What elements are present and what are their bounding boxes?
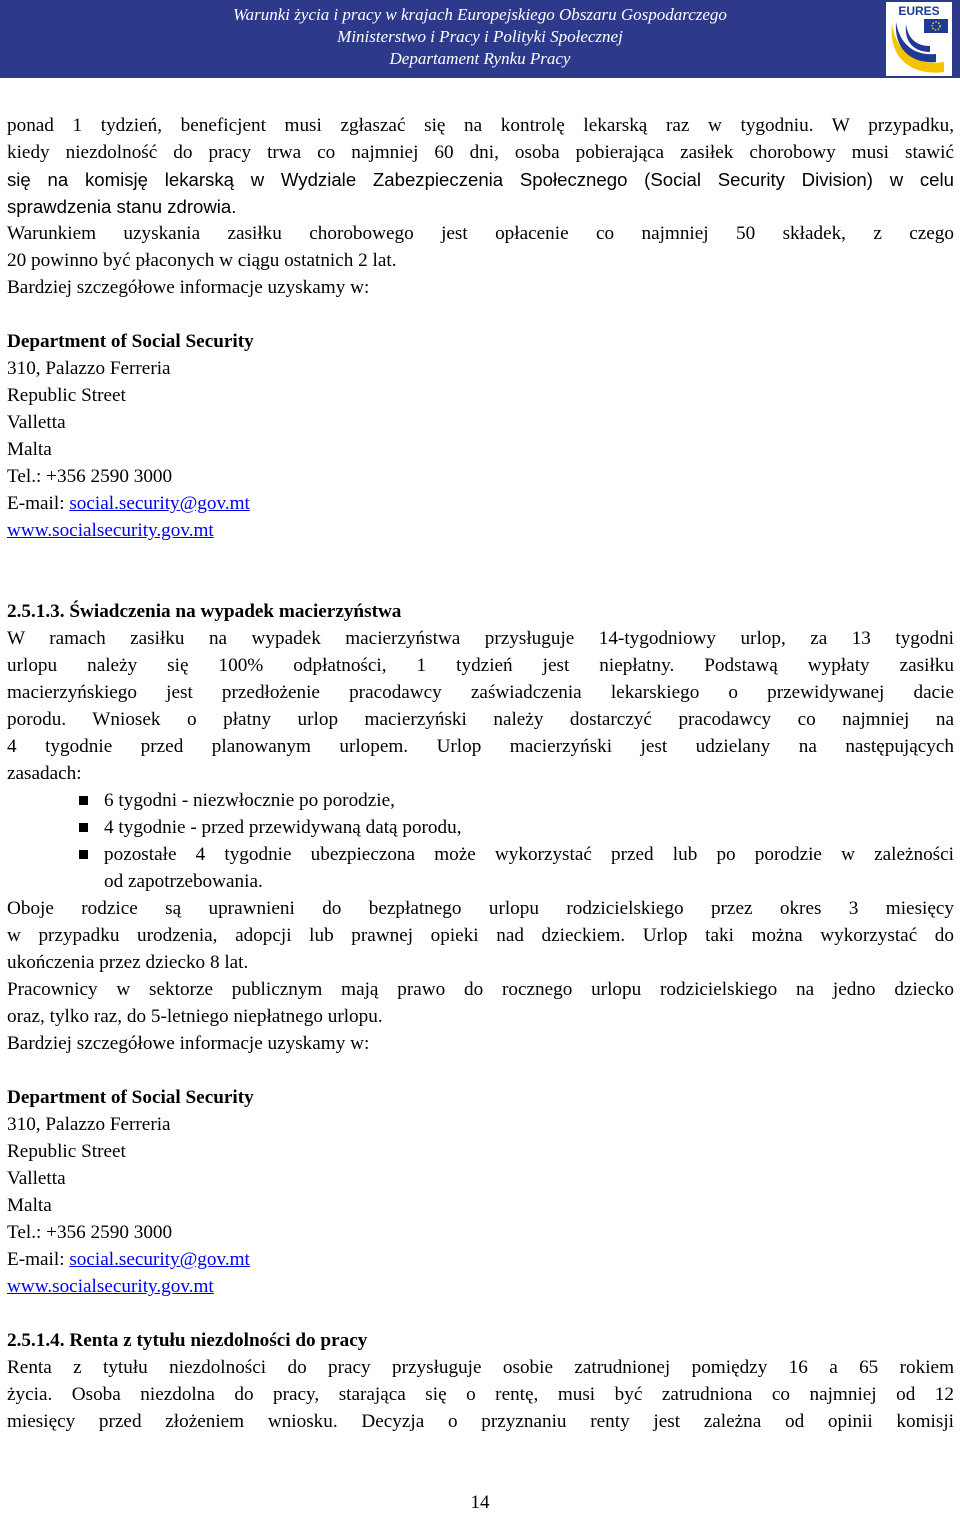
list-item <box>79 841 954 895</box>
text-line: życia. Osoba niezdolna do pracy, starająca się o rentę, musi być zatrudniona co najmniej od 12 <box>7 1384 954 1405</box>
page-header <box>0 0 960 78</box>
paragraph-sick-control <box>7 112 954 220</box>
text-line: w przypadku urodzenia, adopcji lub prawnej opieki nad dzieckiem. Urlop taki można wykorzystać do <box>7 925 954 946</box>
contact-block <box>7 1084 954 1300</box>
contact-country: Malta <box>7 1195 52 1216</box>
text-line: miesięcy przed złożeniem wniosku. Decyzja o przyznaniu renty jest zależna od opinii komisji <box>7 1411 954 1432</box>
document-body <box>7 112 954 1435</box>
maternity-rules-list <box>7 787 954 895</box>
text-line: W ramach zasiłku na wypadek macierzyństwa przysługuje 14-tygodniowy urlop, za 13 tygodni <box>7 628 954 649</box>
contact-country: Malta <box>7 439 52 460</box>
header-line-1: Warunki życia i pracy w krajach Europejskiego Obszaru Gospodarczego <box>233 5 727 24</box>
text-line: się na komisję lekarską w Wydziale Zabezpieczenia Społecznego (Social Security Division) w celu <box>7 169 954 190</box>
text-line: 4 tygodnie przed planowanym urlopem. Urlop macierzyński jest udzielany na następujących <box>7 736 954 757</box>
text-line: ponad 1 tydzień, beneficjent musi zgłaszać się na kontrolę lekarską raz w tygodniu. W przypadku, <box>7 115 954 136</box>
text-line: Oboje rodzice są uprawnieni do bezpłatnego urlopu rodzicielskiego przez okres 3 miesięcy <box>7 898 954 919</box>
header-line-3: Departament Rynku Pracy <box>389 49 571 68</box>
contact-tel: Tel.: +356 2590 3000 <box>7 1222 173 1243</box>
paragraph-public-sector <box>7 976 954 1030</box>
contact-street: 310, Palazzo Ferreria <box>7 1114 171 1135</box>
text-line: porodu. Wniosek o płatny urlop macierzyński należy dostarczyć pracodawcy co najmniej na <box>7 709 954 730</box>
contact-name: Department of Social Security <box>7 331 254 352</box>
text-line: urlopu należy się 100% odpłatności, 1 tydzień jest niepłatny. Podstawą wypłaty zasiłku <box>7 655 954 676</box>
text-line: kiedy niezdolność do pracy trwa co najmniej 60 dni, osoba pobierająca zasiłek chorobowy musi stawić <box>7 142 954 163</box>
section-heading-2514: 2.5.1.4. Renta z tytułu niezdolności do pracy <box>7 1330 368 1351</box>
contact-block <box>7 328 954 544</box>
header-line-2: Ministerstwo i Pracy i Polityki Społecznej <box>337 27 623 46</box>
email-label: E-mail: <box>7 1249 70 1270</box>
more-info-label: Bardziej szczegółowe informacje uzyskamy w: <box>7 277 370 298</box>
text-line: sprawdzenia stanu zdrowia. <box>7 196 237 217</box>
text-line: od zapotrzebowania. <box>104 871 263 892</box>
eures-logo-icon <box>886 2 952 76</box>
paragraph-parental-leave <box>7 895 954 976</box>
contact-email-row <box>7 490 954 517</box>
text-line: zasadach: <box>7 763 82 784</box>
email-label: E-mail: <box>7 493 70 514</box>
website-link[interactable]: www.socialsecurity.gov.mt <box>7 1276 214 1297</box>
paragraph-conditions <box>7 220 954 274</box>
contact-city: Valletta <box>7 1168 66 1189</box>
text-line: Pracownicy w sektorze publicznym mają prawo do rocznego urlopu rodzicielskiego na jedno dziecko <box>7 979 954 1000</box>
text-line: macierzyńskiego jest przedłożenie pracodawcy zaświadczenia lekarskiego o przewidywanej dacie <box>7 682 954 703</box>
text-line: pozostałe 4 tygodnie ubezpieczona może wykorzystać przed lub po porodzie w zależności <box>104 844 954 865</box>
page-number: 14 <box>470 1492 490 1513</box>
contact-street: 310, Palazzo Ferreria <box>7 358 171 379</box>
contact-tel: Tel.: +356 2590 3000 <box>7 466 173 487</box>
text-line: Renta z tytułu niezdolności do pracy przysługuje osobie zatrudnionej pomiędzy 16 a 65 rokiem <box>7 1357 954 1378</box>
contact-street-2: Republic Street <box>7 385 126 406</box>
text-line: oraz, tylko raz, do 5-letniego niepłatnego urlopu. <box>7 1006 383 1027</box>
paragraph-maternity <box>7 625 954 787</box>
text-line: 20 powinno być płaconych w ciągu ostatnich 2 lat. <box>7 250 397 271</box>
logo-text: EURES <box>898 4 940 18</box>
paragraph-disability-pension <box>7 1354 954 1435</box>
list-item: 6 tygodni - niezwłocznie po porodzie, <box>79 787 954 814</box>
contact-street-2: Republic Street <box>7 1141 126 1162</box>
contact-name: Department of Social Security <box>7 1087 254 1108</box>
more-info-label: Bardziej szczegółowe informacje uzyskamy w: <box>7 1033 370 1054</box>
text-line: ukończenia przez dziecko 8 lat. <box>7 952 249 973</box>
email-link[interactable]: social.security@gov.mt <box>69 1249 250 1270</box>
header-titles <box>150 4 810 70</box>
section-heading-2513: 2.5.1.3. Świadczenia na wypadek macierzyństwa <box>7 601 402 622</box>
list-item: 4 tygodnie - przed przewidywaną datą porodu, <box>79 814 954 841</box>
contact-city: Valletta <box>7 412 66 433</box>
website-link[interactable]: www.socialsecurity.gov.mt <box>7 520 214 541</box>
email-link[interactable]: social.security@gov.mt <box>69 493 250 514</box>
contact-email-row <box>7 1246 954 1273</box>
text-line: Warunkiem uzyskania zasiłku chorobowego jest opłacenie co najmniej 50 składek, z czego <box>7 223 954 244</box>
